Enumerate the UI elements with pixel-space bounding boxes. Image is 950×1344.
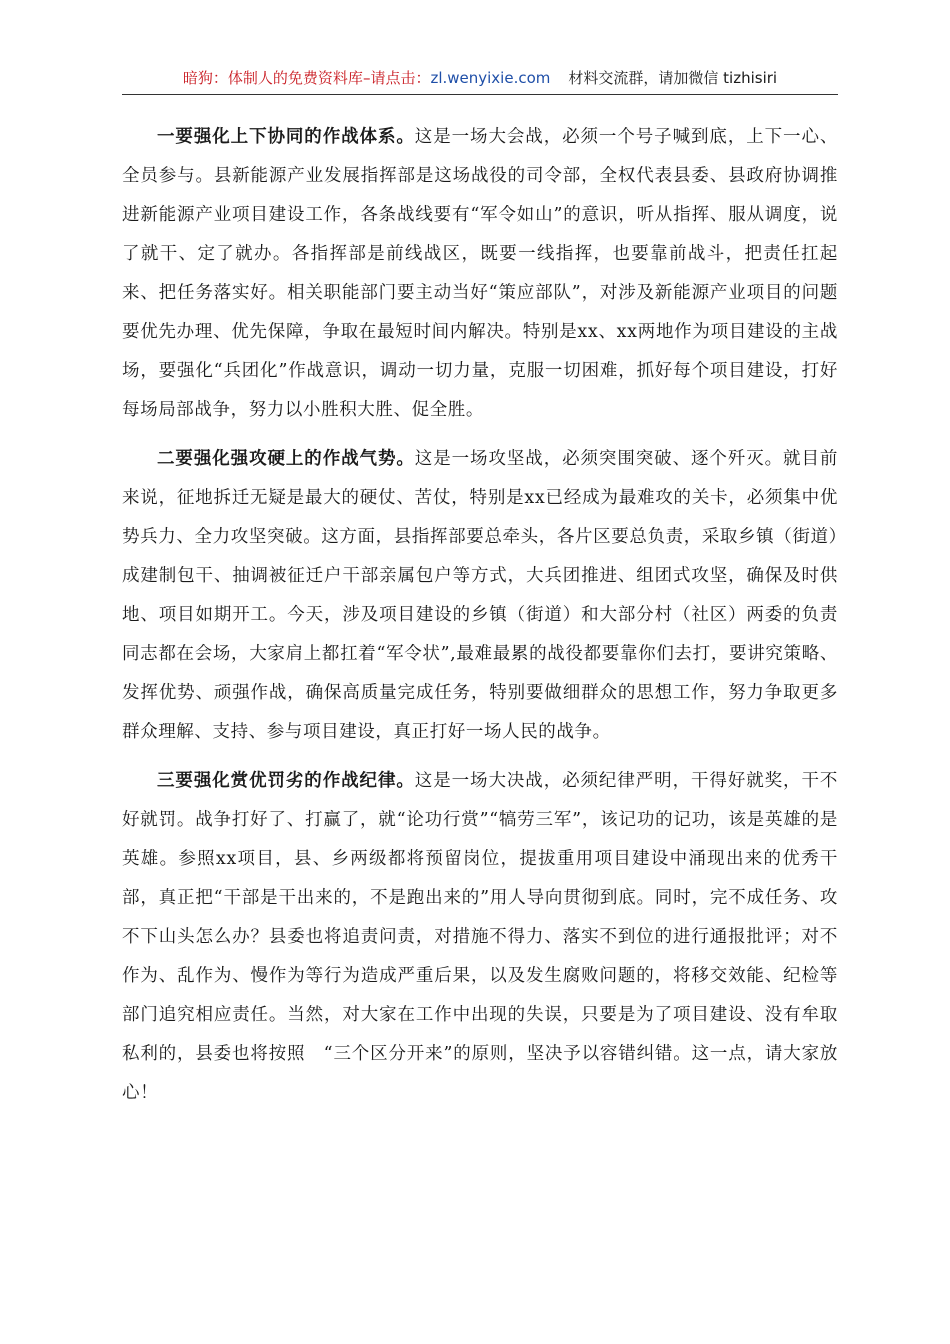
header-contact: 材料交流群，请加微信 tizhisiri (568, 69, 778, 87)
document-body (122, 118, 838, 1123)
paragraph-2 (122, 440, 838, 752)
paragraph-1-heading: 一要强化上下协同的作战体系。 (157, 127, 415, 147)
paragraph-1-text: 这是一场大会战，必须一个号子喊到底，上下一心、全员参与。县新能源产业发展指挥部是这场战役的司令部，全权代表县委、县政府协调推进新能源产业项目建设工作，各条战线要有“军令如山”的意识，听从指挥、服从调度，说了就干、定了就办。各指挥部是前线战区，既要一线指挥，也要靠前战斗，把责任扛起来、把任务落实好。相关职能部门要主动当好“策应部队”，对涉及新能源产业项目的问题要优先办理、优先保障，争取在最短时间内解决。特别是xx、xx两地作为项目建设的主战场，要强化“兵团化”作战意识，调动一切力量，克服一切困难，抓好每个项目建设，打好每场局部战争，努力以小胜积大胜、促全胜。 (122, 127, 838, 420)
header-link-prefix: –请点击： (362, 69, 431, 87)
paragraph-3 (122, 762, 838, 1113)
paragraph-2-text: 这是一场攻坚战，必须突围突破、逐个歼灭。就目前来说，征地拆迁无疑是最大的硬仗、苦仗，特别是xx已经成为最难攻的关卡，必须集中优势兵力、全力攻坚突破。这方面，县指挥部要总牵头，各片区要总负责，采取乡镇（街道）成建制包干、抽调被征迁户干部亲属包户等方式，大兵团推进、组团式攻坚，确保及时供地、项目如期开工。今天，涉及项目建设的乡镇（街道）和大部分村（社区）两委的负责同志都在会场，大家肩上都扛着“军令状”,最难最累的战役都要靠你们去打，要讲究策略、发挥优势、顽强作战，确保高质量完成任务，特别要做细群众的思想工作，努力争取更多群众理解、支持、参与项目建设，真正打好一场人民的战争。 (122, 449, 838, 742)
page-header (122, 66, 838, 95)
header-link[interactable]: zl.wenyixie.com (430, 69, 551, 87)
header-brand: 暗狗：体制人的免费资料库 (182, 69, 363, 87)
paragraph-3-text: 这是一场大决战，必须纪律严明，干得好就奖，干不好就罚。战争打好了、打赢了，就“论功行赏”“犒劳三军”，该记功的记功，该是英雄的是英雄。参照xx项目，县、乡两级都将预留岗位，提拔重用项目建设中涌现出来的优秀干部，真正把“干部是干出来的，不是跑出来的”用人导向贯彻到底。同时，完不成任务、攻不下山头怎么办？县委也将追责问责，对措施不得力、落实不到位的进行通报批评；对不作为、乱作为、慢作为等行为造成严重后果，以及发生腐败问题的，将移交效能、纪检等部门追究相应责任。当然，对大家在工作中出现的失误，只要是为了项目建设、没有牟取私利的，县委也将按照 “三个区分开来”的原则，坚决予以容错纠错。这一点，请大家放心！ (122, 771, 838, 1103)
paragraph-3-heading: 三要强化赏优罚劣的作战纪律。 (157, 771, 415, 791)
paragraph-1 (122, 118, 838, 430)
paragraph-2-heading: 二要强化强攻硬上的作战气势。 (157, 449, 415, 469)
